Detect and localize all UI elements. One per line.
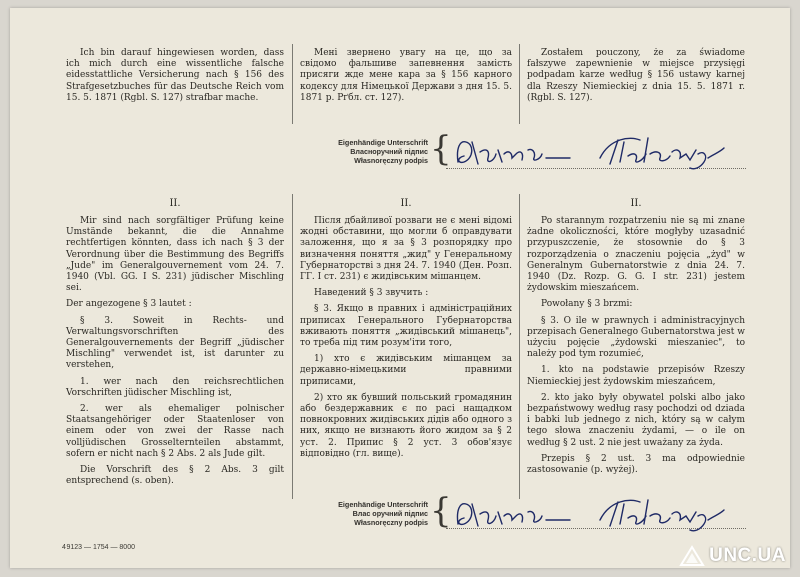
column-uk xyxy=(300,216,512,465)
section-numeral-de: II. xyxy=(169,198,181,209)
column-divider xyxy=(292,44,293,124)
handwritten-signature xyxy=(450,128,750,173)
paragraph: Наведений § 3 звучить : xyxy=(314,288,429,299)
paragraph: Der angezogene § 3 lautet : xyxy=(66,299,192,310)
handwritten-signature xyxy=(450,490,750,535)
top-text-de: Ich bin darauf hingewiesen worden, dass ich mich durch eine wissentliche falsche eidesstattliche Versicherung nach § 156 des Strafgesetzbuches für das Deutsche Reich vom 15. 5. 1871 (Rgbl. S. 127) strafbar mache. xyxy=(66,48,284,103)
watermark-logo-icon xyxy=(679,545,705,567)
top-text-uk: Мені звернено увагу на це, що за свідомо фальшиве запевнення замість присяги жде мене кара за § 156 карного кодексу для Німецької Держави з дня 15. 5. 1871 р. Рґбл. ст. 127). xyxy=(300,48,512,103)
column-divider xyxy=(519,194,520,499)
section-numeral-uk: II. xyxy=(400,198,412,209)
paragraph: Po starannym rozpatrzeniu nie są mi znane żadne okoliczności, które mogłyby uzasadnić przypuszczenie, że stosownie do § 3 rozporządzenia o znaczeniu pojęcia „żyd" w Generalnym Gubernatorstwie z dnia 24. 7. 1940 (Dz. Rozp. G. G. I str. 231) jestem żydowskim mieszańcem. xyxy=(527,216,745,294)
signature-labels: Eigenhändige Unterschrift Власноручний підпис Własnoręczny podpis xyxy=(338,138,428,165)
paragraph: § 3. Soweit in Rechts- und Verwaltungsvorschriften des Generalgouvernements der Begriff „jüdischer Mischling" verwendet ist, ist darunter zu verstehen, xyxy=(66,315,284,371)
print-code: 4 9123 — 1754 — 8000 xyxy=(62,544,135,551)
column-pl xyxy=(527,216,745,481)
brace: { xyxy=(430,491,452,531)
signature-labels: Eigenhändige Unterschrift Влас оручний підпис Własnoręczny podpis xyxy=(338,500,428,527)
paragraph: Powołany § 3 brzmi: xyxy=(541,299,633,310)
paragraph: 2) хто як бувший польський громадянин або бездержавник є по расі нащадком повнокровних жидівських дідів або одного з них, якщо не визнають його жидом за § 2 уст. 2. Припис § 2 уст. 3 обов'язує відповідно (гл. вище). xyxy=(300,392,512,459)
column-divider xyxy=(519,44,520,124)
paragraph: § 3. Якщо в правних і адміністраційних приписах Генерального Губернаторства вживають поняття „жидівський мішанець", то треба під тим розум'іти того, xyxy=(300,304,512,349)
paragraph: 2. kto jako były obywatel polski albo jako bezpaństwowy według rasy pochodzi od dziada i babki lub jednego z nich, który są w całym tego słowa znaczeniu żydami, — o ile on według § 2 ust. 2 nie jest uważany za żyda. xyxy=(527,392,745,448)
form-page xyxy=(10,8,790,568)
paragraph: 1) хто є жидівським мішанцем за державно-німецькими правними приписами, xyxy=(300,354,512,387)
watermark: UNC.UA xyxy=(679,545,786,567)
top-text-pl: Zostałem pouczony, że za świadome fałszywe zapewnienie w miejsce przysięgi podpadam karze według § 156 ustawy karnej dla Rzeszy Niemieckiej z dnia 15. 5. 1871 r. (Rgbl. S. 127). xyxy=(527,48,745,103)
paragraph: Після дбайливої розваги не є мені відомі жодні обставини, що могли б оправдувати заложення, що я за § 3 розпорядку про визначення поняття „жид" у Генеральному Губернаторстві з дня 24. 7. 1940 (Ден. Розп. ГГ. І ст. 231) є жидівським мішанцем. xyxy=(300,216,512,283)
paragraph: 2. wer als ehemaliger polnischer Staatsangehöriger oder Staatenloser von einem oder von zwei der Rasse nach volljüdischen Grosselternteilen abstammt, sofern er nicht nach § 2 Abs. 2 als Jude gilt. xyxy=(66,404,284,459)
column-de xyxy=(66,216,284,492)
paragraph: Przepis § 2 ust. 3 ma odpowiednie zastosowanie (p. wyżej). xyxy=(527,453,745,476)
brace: { xyxy=(430,129,452,169)
section-numeral-pl: II. xyxy=(630,198,642,209)
column-divider xyxy=(292,194,293,499)
paragraph: Mir sind nach sorgfältiger Prüfung keine Umstände bekannt, die die Annahme rechtfertigen könnten, dass ich nach § 3 der Verordnung über die Bestimmung des Begriffs „Jude" im Generalgouvernement vom 24. 7. 1940 (Vbl. GG. I S. 231) jüdischer Mischling sei. xyxy=(66,216,284,294)
paragraph: 1. kto na podstawie przepisów Rzeszy Niemieckiej jest żydowskim mieszańcem, xyxy=(527,365,745,387)
paragraph: 1. wer nach den reichsrechtlichen Vorschriften jüdischer Mischling ist, xyxy=(66,376,284,398)
paragraph: § 3. O ile w prawnych i administracyjnych przepisach Generalnego Gubernatorstwa jest w użyciu pojęcie „żydowski mieszaniec", to należy pod tym rozumieć, xyxy=(527,315,745,360)
paragraph: Die Vorschrift des § 2 Abs. 3 gilt entsprechend (s. oben). xyxy=(66,465,284,487)
